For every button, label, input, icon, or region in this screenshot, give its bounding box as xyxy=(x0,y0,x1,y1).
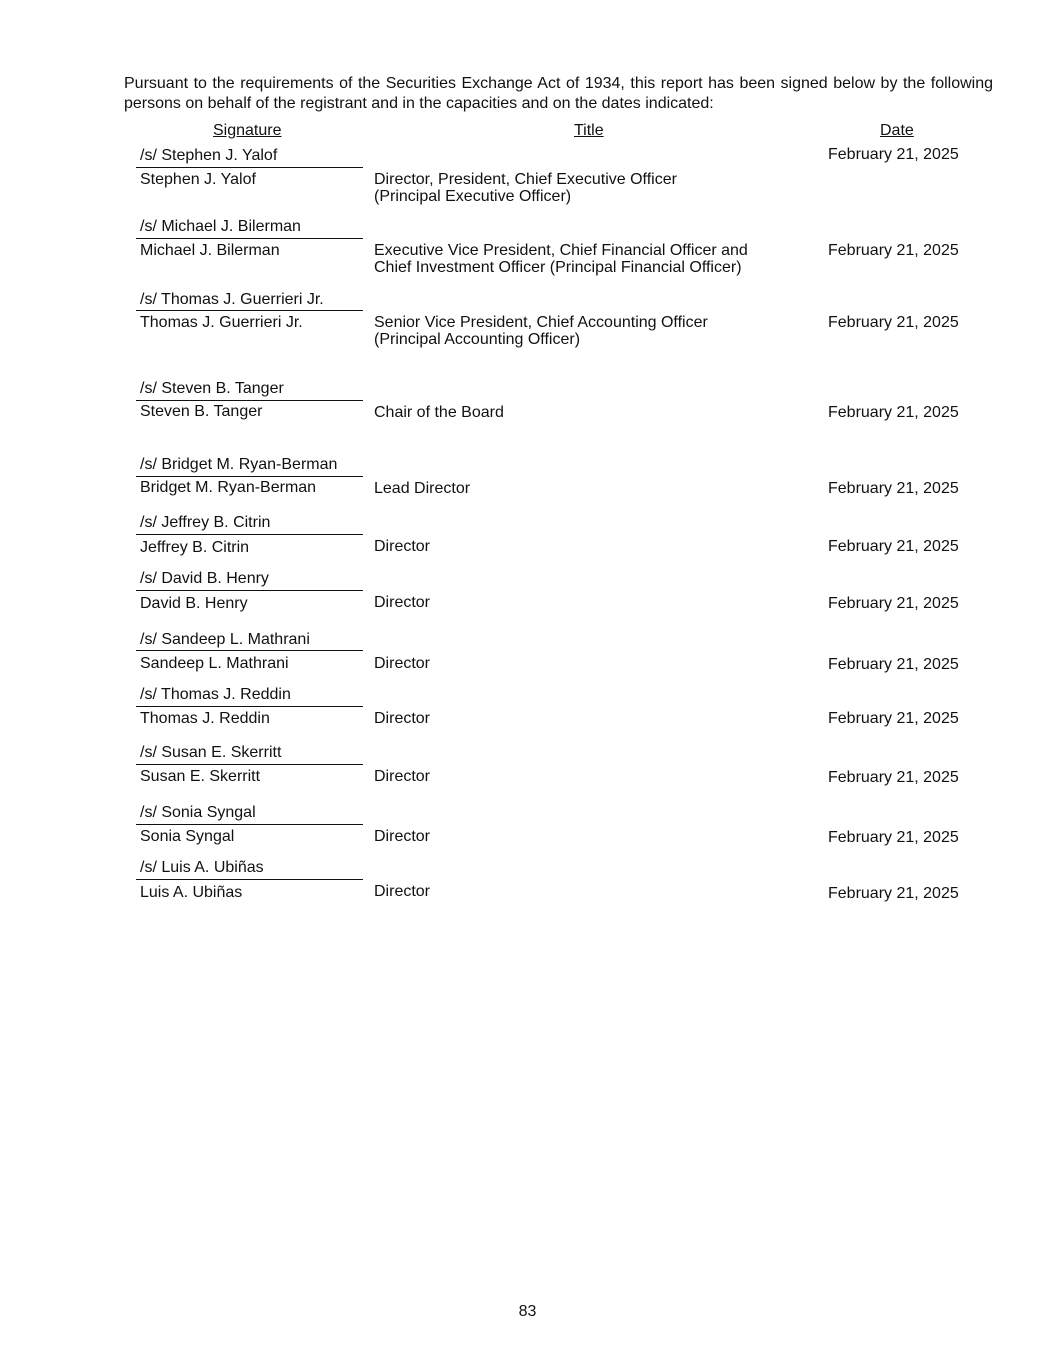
signer-name: Steven B. Tanger xyxy=(140,403,263,420)
signed-signature: /s/ Luis A. Ubiñas xyxy=(140,859,264,876)
title-line: Chief Investment Officer (Principal Financial Officer) xyxy=(374,259,742,276)
signer-name: Sonia Syngal xyxy=(140,828,235,845)
page-number: 83 xyxy=(518,1303,537,1320)
title-line: Director xyxy=(374,594,431,611)
signed-signature: /s/ Stephen J. Yalof xyxy=(140,147,278,164)
signer-title xyxy=(374,538,430,555)
signer-name: Bridget M. Ryan-Berman xyxy=(140,479,317,496)
title-line: Director xyxy=(374,710,431,727)
signed-signature: /s/ Susan E. Skerritt xyxy=(140,744,282,761)
signed-signature: /s/ Sonia Syngal xyxy=(140,804,256,821)
signer-name: Luis A. Ubiñas xyxy=(140,884,243,901)
signer-name: Michael J. Bilerman xyxy=(140,242,280,259)
signer-title xyxy=(374,314,708,348)
signer-title xyxy=(374,883,430,900)
title-line: Chair of the Board xyxy=(374,404,504,421)
title-line: Lead Director xyxy=(374,480,471,497)
signature-date: February 21, 2025 xyxy=(828,404,959,421)
signed-signature: /s/ David B. Henry xyxy=(140,570,269,587)
title-line: Executive Vice President, Chief Financial Officer and xyxy=(374,242,748,259)
signature-rule xyxy=(136,879,363,880)
title-line: Director, President, Chief Executive Officer xyxy=(374,171,677,188)
signer-title xyxy=(374,242,748,276)
signature-date: February 21, 2025 xyxy=(828,656,959,673)
signer-title xyxy=(374,828,430,845)
intro-paragraph: Pursuant to the requirements of the Securities Exchange Act of 1934, this report has been signed below by the following persons on behalf of the registrant and in the capacities and on the dates indicated: xyxy=(124,75,993,112)
signature-date: February 21, 2025 xyxy=(828,595,959,612)
signature-date: February 21, 2025 xyxy=(828,242,959,259)
signature-date: February 21, 2025 xyxy=(828,146,959,163)
signature-rule xyxy=(136,764,363,765)
title-line: Director xyxy=(374,768,431,785)
signed-signature: /s/ Sandeep L. Mathrani xyxy=(140,631,310,648)
signature-rule xyxy=(136,650,363,651)
title-line: Director xyxy=(374,538,431,555)
signature-rule xyxy=(136,476,363,477)
signature-rule xyxy=(136,238,363,239)
signer-name: Sandeep L. Mathrani xyxy=(140,655,289,672)
signature-column-header: Signature xyxy=(213,122,282,139)
signed-signature: /s/ Bridget M. Ryan-Berman xyxy=(140,456,338,473)
signer-name: David B. Henry xyxy=(140,595,248,612)
signer-title xyxy=(374,768,430,785)
title-line: Senior Vice President, Chief Accounting Officer xyxy=(374,314,708,331)
signer-name: Susan E. Skerritt xyxy=(140,768,261,785)
signer-name: Stephen J. Yalof xyxy=(140,171,256,188)
title-line: Director xyxy=(374,883,431,900)
signer-title xyxy=(374,594,430,611)
signed-signature: /s/ Thomas J. Reddin xyxy=(140,686,291,703)
signer-title xyxy=(374,655,430,672)
signature-rule xyxy=(136,824,363,825)
signature-rule xyxy=(136,310,363,311)
signer-name: Thomas J. Guerrieri Jr. xyxy=(140,314,303,331)
signature-date: February 21, 2025 xyxy=(828,710,959,727)
signer-title xyxy=(374,404,504,421)
signed-signature: /s/ Thomas J. Guerrieri Jr. xyxy=(140,291,324,308)
title-column-header: Title xyxy=(574,122,604,139)
title-line: (Principal Executive Officer) xyxy=(374,188,572,205)
signature-date: February 21, 2025 xyxy=(828,885,959,902)
date-column-header: Date xyxy=(880,122,914,139)
signed-signature: /s/ Michael J. Bilerman xyxy=(140,218,301,235)
signed-signature: /s/ Jeffrey B. Citrin xyxy=(140,514,271,531)
title-line: Director xyxy=(374,828,431,845)
signed-signature: /s/ Steven B. Tanger xyxy=(140,380,284,397)
signer-title xyxy=(374,480,470,497)
title-line: (Principal Accounting Officer) xyxy=(374,331,581,348)
signer-title xyxy=(374,710,430,727)
signature-date: February 21, 2025 xyxy=(828,480,959,497)
signature-rule xyxy=(136,400,363,401)
signature-date: February 21, 2025 xyxy=(828,769,959,786)
signature-date: February 21, 2025 xyxy=(828,314,959,331)
signer-name: Jeffrey B. Citrin xyxy=(140,539,250,556)
signature-rule xyxy=(136,167,363,168)
signature-rule xyxy=(136,590,363,591)
signature-date: February 21, 2025 xyxy=(828,538,959,555)
signature-date: February 21, 2025 xyxy=(828,829,959,846)
signature-rule xyxy=(136,706,363,707)
signature-rule xyxy=(136,534,363,535)
title-line: Director xyxy=(374,655,431,672)
signer-title xyxy=(374,171,677,205)
signer-name: Thomas J. Reddin xyxy=(140,710,270,727)
